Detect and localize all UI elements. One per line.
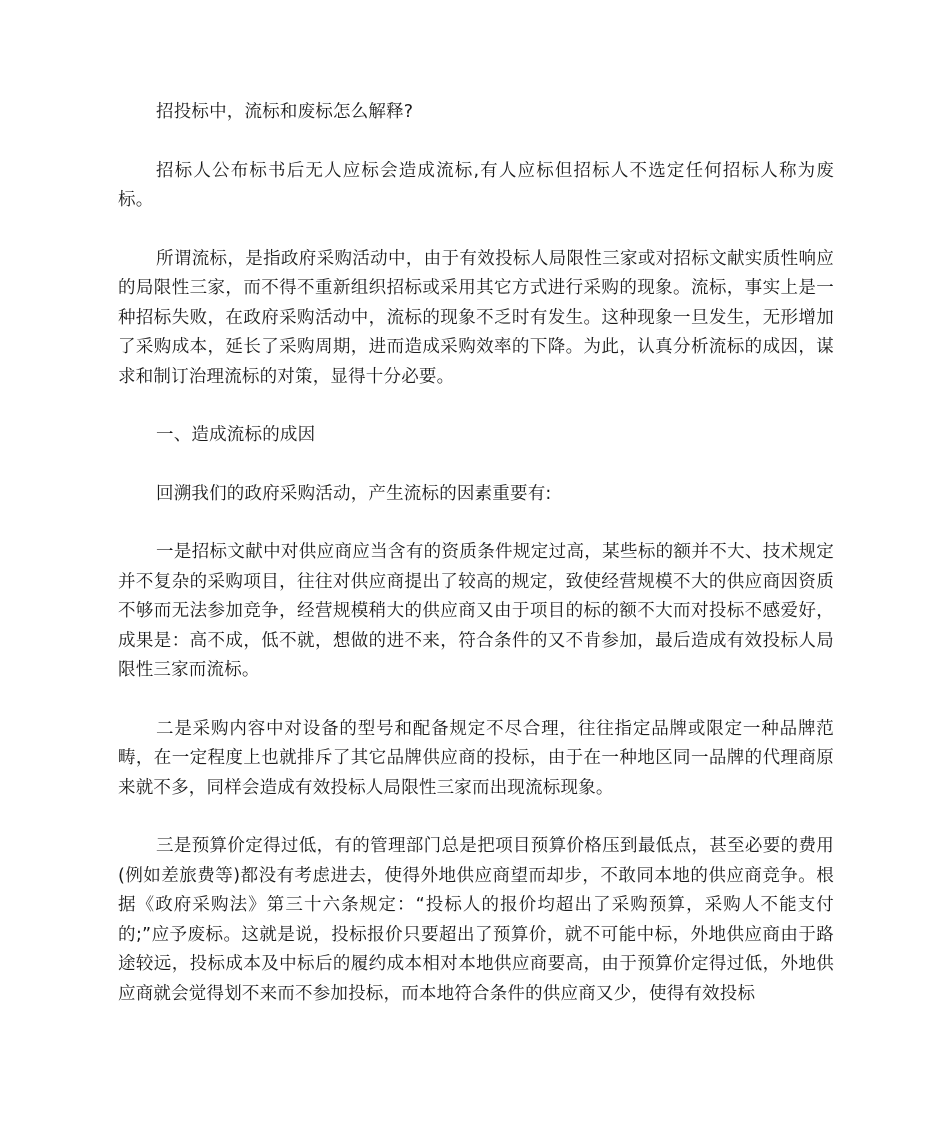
definition-paragraph: 招标人公布标书后无人应标会造成流标,有人应标但招标人不选定任何招标人称为废标。 — [118, 160, 834, 210]
intro-paragraph: 回溯我们的政府采购活动，产生流标的因素重要有: — [156, 483, 552, 504]
question-heading: 招投标中，流标和废标怎么解释? — [156, 102, 414, 122]
document-page — [118, 98, 834, 1009]
cause-two-paragraph: 二是采购内容中对设备的型号和配备规定不尽合理，往往指定品牌或限定一种品牌范畴，在一定程度上也就排斥了其它品牌供应商的投标，由于在一种地区同一品牌的代理商原来就不多，同样会造成有效投标人局限性三家而出现流标现象。 — [118, 718, 834, 798]
section-heading: 一、造成流标的成因 — [156, 425, 316, 445]
cause-one-paragraph: 一是招标文献中对供应商应当含有的资质条件规定过高，某些标的额并不大、技术规定并不复杂的采购项目，往往对供应商提出了较高的规定，致使经营规模不大的供应商因资质不够而无法参加竞争，经营规模稍大的供应商又由于项目的标的额不大而对投标不感爱好，成果是：高不成，低不就，想做的进不来，符合条件的又不肯参加，最后造成有效投标人局限性三家而流标。 — [118, 542, 834, 680]
cause-three-paragraph: 三是预算价定得过低，有的管理部门总是把项目预算价格压到最低点，甚至必要的费用(例如差旅费等)都没有考虑进去，使得外地供应商望而却步，不敢同本地的供应商竞争。根据《政府采购法》第三十六条规定：“投标人的报价均超出了采购预算，采购人不能支付的;”应予废标。这就是说，投标报价只要超出了预算价，就不可能中标，外地供应商由于路途较远，投标成本及中标后的履约成本相对本地供应商要高，由于预算价定得过低，外地供应商就会觉得划不来而不参加投标，而本地符合条件的供应商又少，使得有效投标 — [118, 836, 834, 1004]
explanation-paragraph: 所谓流标，是指政府采购活动中，由于有效投标人局限性三家或对招标文献实质性响应的局限性三家，而不得不重新组织招标或采用其它方式进行采购的现象。流标，事实上是一种招标失败，在政府采购活动中，流标的现象不乏时有发生。这种现象一旦发生，无形增加了采购成本，延长了采购周期，进而造成采购效率的下降。为此，认真分析流标的成因，谋求和制订治理流标的对策，显得十分必要。 — [118, 248, 834, 387]
